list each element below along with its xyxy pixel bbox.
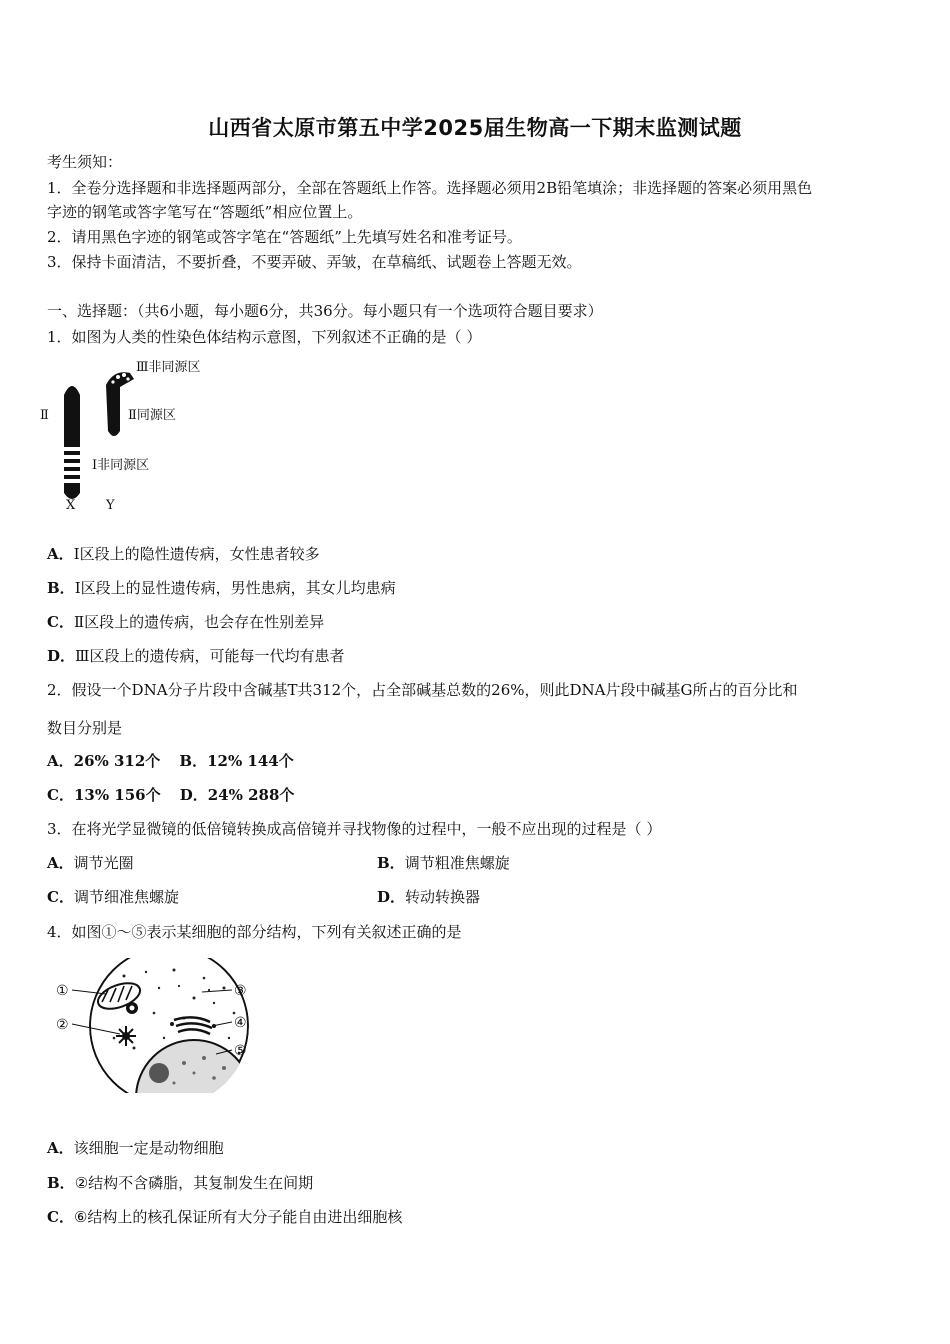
- label-2: ②: [56, 1017, 69, 1033]
- cell-structure-figure: [54, 958, 264, 1097]
- notice-heading: 考生须知：: [47, 153, 123, 171]
- q1-option-c[interactable]: C．Ⅱ区段上的遗传病，也会存在性别差异: [47, 613, 325, 631]
- q1-option-d[interactable]: D．Ⅲ区段上的遗传病，可能每一代均有患者: [47, 647, 345, 665]
- label-5: ⑤: [234, 1043, 247, 1059]
- notice-item-1-cont: 字迹的钢笔或答字笔写在“答题纸”相应位置上。: [47, 203, 363, 221]
- label-left: Ⅱ: [40, 408, 49, 423]
- label-y: Y: [106, 498, 115, 513]
- centriole: [116, 1026, 136, 1046]
- q4-option-c[interactable]: C．⑥结构上的核孔保证所有大分子能自由进出细胞核: [47, 1208, 403, 1226]
- page-title: 山西省太原市第五中学2025届生物高一下期末监测试题: [208, 116, 742, 140]
- label-4: ④: [234, 1015, 247, 1031]
- q3-stem: 3．在将光学显微镜的低倍镜转换成高倍镜并寻找物像的过程中，一般不应出现的过程是（ ）: [47, 820, 662, 838]
- notice-item-3: 3．保持卡面清洁，不要折叠，不要弄破、弄皱，在草稿纸、试题卷上答题无效。: [47, 253, 582, 271]
- q3-option-c[interactable]: C．调节细准焦螺旋: [47, 888, 179, 906]
- q1-option-a[interactable]: A．Ⅰ区段上的隐性遗传病，女性患者较多: [47, 545, 320, 563]
- q4-option-a[interactable]: A．该细胞一定是动物细胞: [47, 1139, 224, 1157]
- q4-option-b[interactable]: B．②结构不含磷脂，其复制发生在间期: [47, 1174, 314, 1192]
- q3-option-d[interactable]: D．转动转换器: [377, 888, 481, 906]
- q1-option-b[interactable]: B．I区段上的显性遗传病，男性患病，其女儿均患病: [47, 579, 396, 597]
- label-1: ①: [56, 983, 69, 999]
- label-x: X: [66, 498, 76, 513]
- label-ii: Ⅱ同源区: [128, 408, 176, 423]
- q1-stem: 1．如图为人类的性染色体结构示意图，下列叙述不正确的是（ ）: [47, 328, 482, 346]
- q2-options-row-2[interactable]: C．13% 156个 D．24% 288个: [47, 786, 295, 804]
- q3-option-a[interactable]: A．调节光圈: [47, 854, 134, 872]
- q4-stem: 4．如图①～⑤表示某细胞的部分结构，下列有关叙述正确的是: [47, 923, 462, 941]
- q2-stem-cont: 数目分别是: [47, 719, 123, 737]
- label-iii: Ⅲ非同源区: [136, 360, 201, 375]
- organelle-cluster: [126, 1002, 138, 1014]
- label-3: ③: [234, 983, 247, 999]
- label-i: Ⅰ非同源区: [92, 458, 150, 473]
- notice-item-1: 1．全卷分选择题和非选择题两部分，全部在答题纸上作答。选择题必须用2B铅笔填涂；非选择题的答案必须用黑色: [47, 179, 813, 197]
- notice-item-2: 2．请用黑色字迹的钢笔或答字笔在“答题纸”上先填写姓名和准考证号。: [47, 228, 522, 246]
- q3-option-b[interactable]: B．调节粗准焦螺旋: [377, 854, 510, 872]
- sex-chromosome-figure: [40, 355, 230, 519]
- y-chromosome: [106, 372, 134, 436]
- section-heading: 一、选择题：（共6小题，每小题6分，共36分。每小题只有一个选项符合题目要求）: [47, 302, 603, 320]
- q2-stem: 2．假设一个DNA分子片段中含碱基T共312个，占全部碱基总数的26%，则此DNA片段中碱基G所占的百分比和: [47, 681, 798, 699]
- q2-options-row-1[interactable]: A．26% 312个 B．12% 144个: [47, 752, 294, 770]
